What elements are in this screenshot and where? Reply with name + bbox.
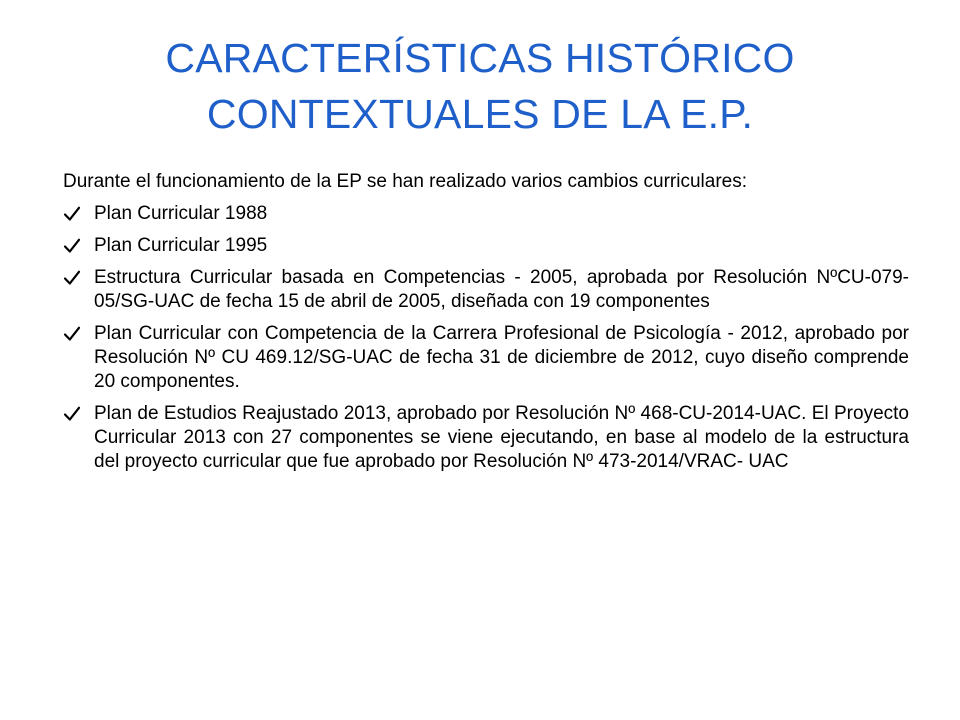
bullet-item — [63, 266, 909, 314]
title-line-2: CONTEXTUALES DE LA E.P. — [206, 91, 754, 137]
bullet-item — [63, 202, 909, 226]
check-icon — [63, 405, 81, 423]
check-icon — [63, 269, 81, 287]
check-icon — [63, 205, 81, 223]
bullet-item — [63, 234, 909, 258]
check-icon — [63, 237, 81, 255]
bullet-text: Plan Curricular 1995 — [94, 235, 268, 256]
bullet-text: Plan Curricular con Competencia de la Carrera Profesional de Psicología - 2012, aprobado por Resolución Nº CU 469.12/SG-UAC de fecha 31 de diciembre de 2012, cuyo diseño comprende 20 componentes. — [94, 323, 909, 392]
slide-title — [120, 30, 840, 142]
bullet-text: Estructura Curricular basada en Competencias - 2005, aprobada por Resolución NºCU-079-05/SG-UAC de fecha 15 de abril de 2005, diseñada con 19 componentes — [94, 267, 909, 312]
intro-paragraph: Durante el funcionamiento de la EP se han realizado varios cambios curriculares: — [63, 171, 748, 192]
slide-content — [63, 170, 909, 482]
bullet-text: Plan de Estudios Reajustado 2013, aprobado por Resolución Nº 468-CU-2014-UAC. El Proyecto Curricular 2013 con 27 componentes se viene ejecutando, en base al modelo de la estructura del proyecto curricular que fue aprobado por Resolución Nº 473-2014/VRAC- UAC — [94, 403, 909, 472]
bullet-list — [63, 202, 909, 474]
bullet-text: Plan Curricular 1988 — [94, 203, 268, 224]
bullet-item — [63, 322, 909, 394]
title-line-1: CARACTERÍSTICAS HISTÓRICO — [165, 35, 795, 81]
check-icon — [63, 325, 81, 343]
bullet-item — [63, 402, 909, 474]
